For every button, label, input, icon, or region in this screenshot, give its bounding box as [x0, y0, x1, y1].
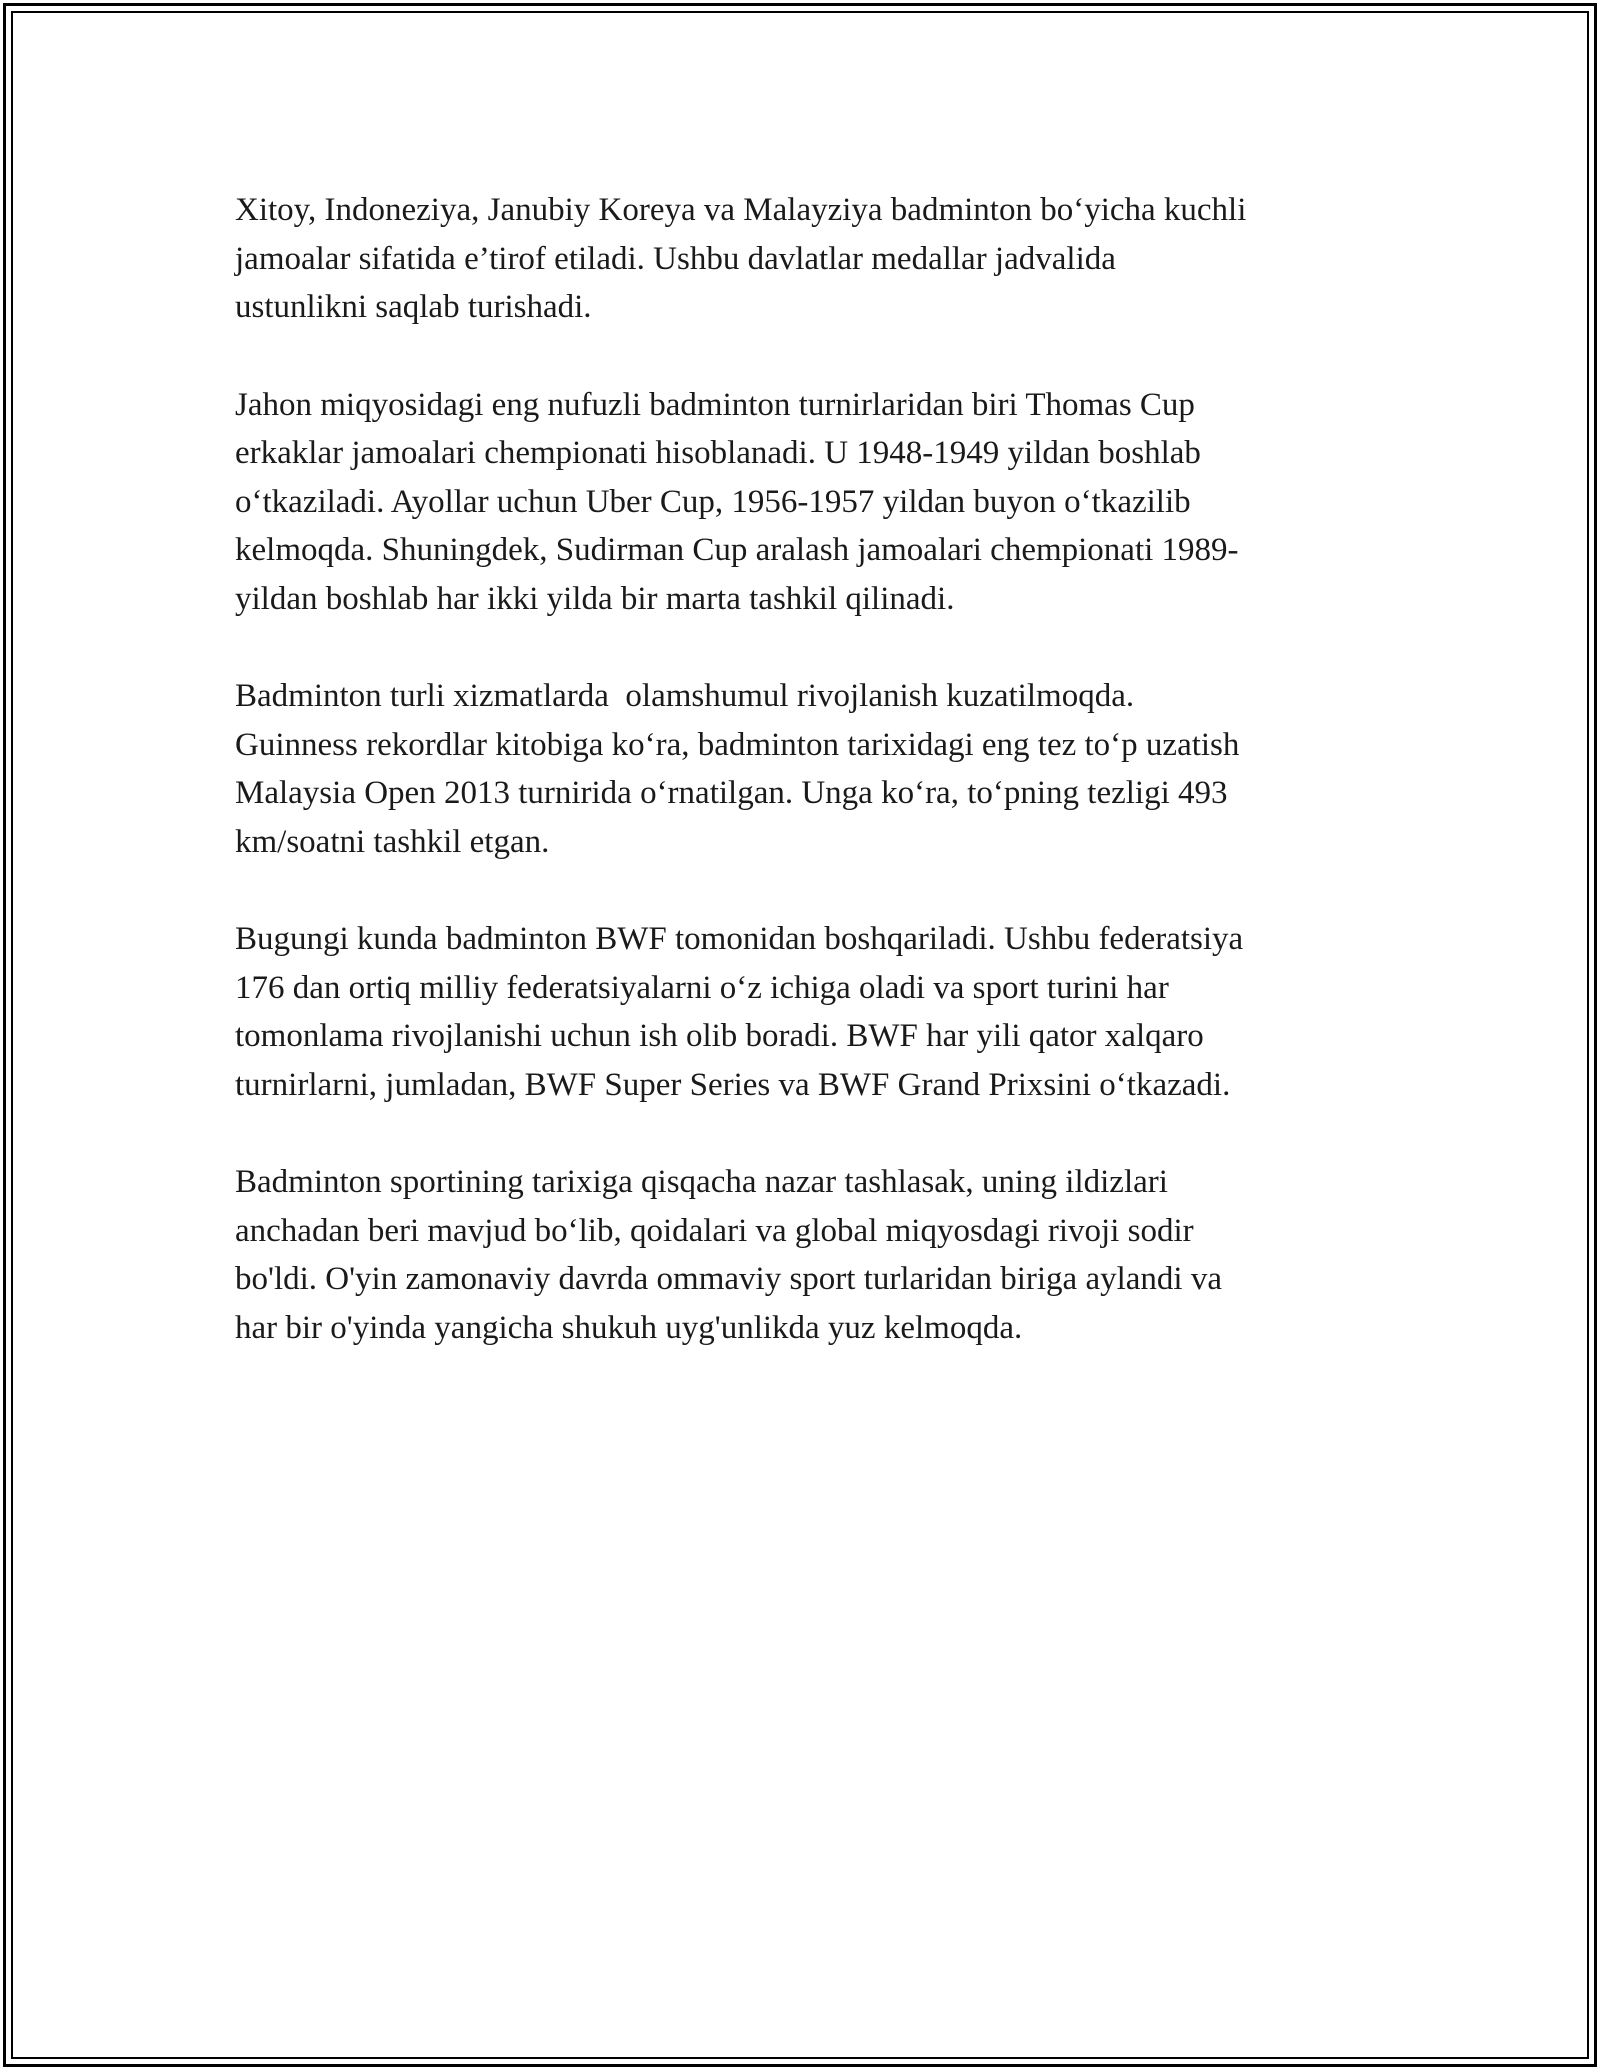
paragraph-strong-teams	[235, 186, 1375, 332]
text-line: turnirlarni, jumladan, BWF Super Series va BWF Grand Prixsini o‘tkazadi.	[235, 1066, 1231, 1103]
text-line: Jahon miqyosidagi eng nufuzli badminton turnirlaridan biri Thomas Cup	[235, 386, 1195, 423]
text-line: Badminton turli xizmatlarda olamshumul rivojlanish kuzatilmoqda.	[235, 678, 1135, 714]
text-line: bo'ldi. O'yin zamonaviy davrda ommaviy sport turlaridan biriga aylandi va	[235, 1261, 1222, 1297]
text-line: o‘tkaziladi. Ayollar uchun Uber Cup, 1956-1957 yildan buyon o‘tkazilib	[235, 483, 1191, 520]
text-line: 176 dan ortiq milliy federatsiyalarni o‘z ichiga oladi va sport turini har	[235, 969, 1169, 1006]
paragraph-bwf	[235, 915, 1375, 1109]
text-line: erkaklar jamoalari chempionati hisoblanadi. U 1948-1949 yildan boshlab	[235, 435, 1201, 471]
text-line: km/soatni tashkil etgan.	[235, 823, 550, 860]
text-line: jamoalar sifatida e’tirof etiladi. Ushbu davlatlar medallar jadvalida	[235, 240, 1116, 277]
text-line: yildan boshlab har ikki yilda bir marta tashkil qilinadi.	[235, 580, 955, 617]
text-line: tomonlama rivojlanishi uchun ish olib boradi. BWF har yili qator xalqaro	[235, 1018, 1204, 1054]
text-line: anchadan beri mavjud bo‘lib, qoidalari va global miqyosdagi rivoji sodir	[235, 1212, 1194, 1249]
text-line: Guinness rekordlar kitobiga ko‘ra, badminton tarixidagi eng tez to‘p uzatish	[235, 726, 1240, 763]
paragraph-summary	[235, 1158, 1375, 1352]
text-line: Xitoy, Indoneziya, Janubiy Koreya va Malayziya badminton bo‘yicha kuchli	[235, 192, 1247, 228]
text-line: har bir o'yinda yangicha shukuh uyg'unlikda yuz kelmoqda.	[235, 1309, 1023, 1346]
paragraph-tournaments	[235, 381, 1375, 624]
text-line: Malaysia Open 2013 turnirida o‘rnatilgan. Unga ko‘ra, to‘pning tezligi 493	[235, 775, 1228, 811]
paragraph-records	[235, 672, 1375, 866]
text-line: Badminton sportining tarixiga qisqacha nazar tashlasak, uning ildizlari	[235, 1164, 1168, 1200]
text-line: ustunlikni saqlab turishadi.	[235, 289, 592, 325]
document-body	[235, 186, 1375, 1401]
text-line: kelmoqda. Shuningdek, Sudirman Cup aralash jamoalari chempionati 1989-	[235, 532, 1239, 568]
text-line: Bugungi kunda badminton BWF tomonidan boshqariladi. Ushbu federatsiya	[235, 921, 1244, 957]
